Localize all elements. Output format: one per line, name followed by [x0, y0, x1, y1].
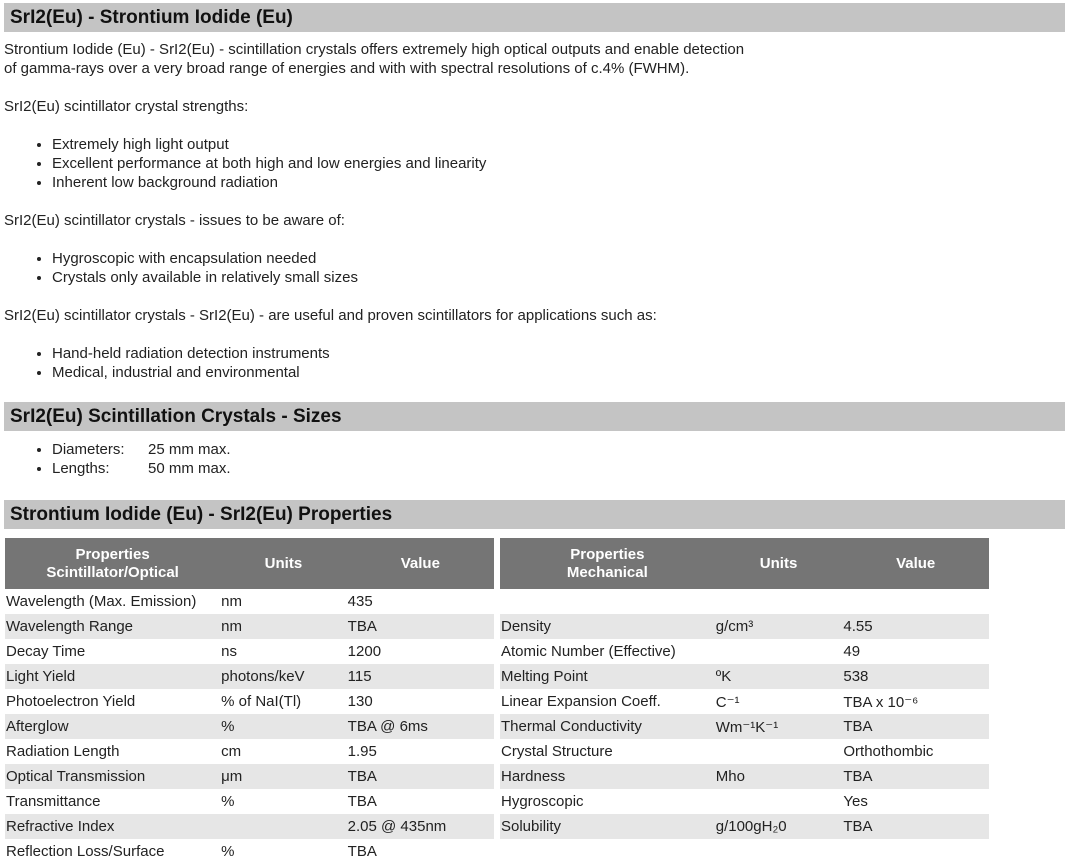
- table-row: [500, 714, 989, 739]
- header-value: Value: [347, 538, 494, 589]
- cell-value: TBA x 10⁻⁶: [843, 693, 919, 711]
- cell-value: 4.55: [842, 614, 989, 639]
- cell-unit: ns: [221, 643, 237, 660]
- cell-unit: %: [220, 714, 347, 739]
- cell-property: Density: [500, 614, 715, 639]
- page-title: SrI2(Eu) - Strontium Iodide (Eu): [4, 3, 1065, 32]
- table-row: [5, 639, 494, 664]
- cell-property: Light Yield: [5, 664, 220, 689]
- cell-unit: g/cm³: [715, 614, 843, 639]
- cell-unit: [715, 739, 843, 764]
- cell-property: Crystal Structure: [501, 743, 613, 760]
- cell-property: Melting Point: [500, 664, 715, 689]
- cell-property: Thermal Conductivity: [500, 714, 715, 739]
- cell-value: TBA: [347, 614, 494, 639]
- table-row: [5, 614, 494, 639]
- cell-unit: photons/keV: [220, 664, 347, 689]
- table-row: [5, 814, 494, 839]
- cell-value: Yes: [843, 793, 868, 810]
- list-item: • Inherent low background radiation: [52, 173, 486, 192]
- list-item: • Crystals only available in relatively small sizes: [52, 268, 358, 287]
- table-row: [5, 839, 494, 864]
- table-row: [500, 589, 989, 614]
- cell-value: 1.95: [347, 743, 377, 760]
- cell-unit: [715, 589, 843, 614]
- cell-unit: Mho: [715, 764, 843, 789]
- cell-value: TBA: [842, 714, 989, 739]
- list-item: • Excellent performance at both high and low energies and linearity: [52, 154, 486, 173]
- cell-value: TBA: [842, 764, 989, 789]
- cell-property: Optical Transmission: [5, 764, 220, 789]
- table-row: [5, 764, 494, 789]
- header-units: Units: [715, 538, 843, 589]
- header-properties: [500, 538, 715, 589]
- cell-unit: % of NaI(Tl): [221, 693, 302, 710]
- size-label: Diameters:: [52, 441, 125, 458]
- cell-unit: C⁻¹: [715, 693, 740, 711]
- cell-unit: [715, 789, 843, 814]
- cell-value: 49: [843, 643, 861, 660]
- intro-line-1: Strontium Iodide (Eu) - SrI2(Eu) - scintillation crystals offers extremely high optical outputs and enable detection: [4, 41, 745, 58]
- properties-title: Strontium Iodide (Eu) - SrI2(Eu) Properties: [4, 500, 1065, 529]
- size-diameter: [52, 440, 231, 459]
- table-row: [5, 714, 494, 739]
- cell-property: Transmittance: [6, 793, 101, 810]
- intro-line-2: of gamma-rays over a very broad range of energies and with with spectral resolutions of c.4% (FWHM).: [4, 60, 690, 77]
- applications-heading: SrI2(Eu) scintillator crystals - SrI2(Eu) - are useful and proven scintillators for applications such as:: [4, 307, 657, 324]
- cell-unit: ºK: [715, 664, 843, 689]
- mechanical-properties-table: [500, 538, 989, 839]
- list-item: • Hygroscopic with encapsulation needed: [52, 249, 358, 268]
- table-row: [500, 614, 989, 639]
- size-value: 50 mm max.: [148, 460, 231, 477]
- cell-property: Decay Time: [6, 643, 86, 660]
- header-units: Units: [220, 538, 347, 589]
- strengths-list: [0, 135, 486, 192]
- table-row: [500, 739, 989, 764]
- intro-block: [0, 40, 804, 78]
- header-properties: [5, 538, 220, 589]
- issues-heading: SrI2(Eu) scintillator crystals - issues to be aware of:: [4, 212, 345, 229]
- cell-property: Hygroscopic: [501, 793, 584, 810]
- issues-list: [0, 249, 358, 287]
- cell-unit: [715, 639, 843, 664]
- table-row: [5, 689, 494, 714]
- cell-property: Radiation Length: [6, 743, 120, 760]
- strengths-heading: SrI2(Eu) scintillator crystal strengths:: [4, 98, 249, 115]
- cell-value: 1200: [347, 643, 382, 660]
- cell-property: Atomic Number (Effective): [501, 643, 676, 660]
- cell-property: Hardness: [500, 764, 715, 789]
- cell-unit: %: [221, 843, 235, 860]
- table-row: [500, 639, 989, 664]
- cell-unit: μm: [220, 764, 347, 789]
- cell-value: 115: [347, 664, 494, 689]
- header-properties-line2: Mechanical: [566, 563, 648, 581]
- cell-value: TBA: [347, 793, 377, 810]
- table-row: [500, 789, 989, 814]
- cell-value: TBA: [842, 814, 989, 839]
- cell-property: Afterglow: [5, 714, 220, 739]
- cell-property: Photoelectron Yield: [6, 693, 136, 710]
- cell-value: 2.05 @ 435nm: [347, 814, 494, 839]
- cell-value: TBA: [347, 764, 494, 789]
- cell-property: Refractive Index: [5, 814, 220, 839]
- list-item: • Medical, industrial and environmental: [52, 363, 330, 382]
- cell-unit: cm: [221, 743, 242, 760]
- cell-value: [842, 589, 989, 614]
- list-item: • Extremely high light output: [52, 135, 486, 154]
- table-row: [500, 664, 989, 689]
- cell-value: 538: [842, 664, 989, 689]
- table-row: [5, 664, 494, 689]
- optical-properties-table: [5, 538, 494, 864]
- cell-value: TBA @ 6ms: [347, 714, 494, 739]
- table-row: [500, 764, 989, 789]
- cell-property: [500, 589, 715, 614]
- cell-value: 130: [347, 693, 373, 710]
- cell-property: Solubility: [500, 814, 715, 839]
- sizes-list: [0, 440, 231, 478]
- size-value: 25 mm max.: [148, 441, 231, 458]
- header-value: Value: [842, 538, 989, 589]
- sizes-title: SrI2(Eu) Scintillation Crystals - Sizes: [4, 402, 1065, 431]
- table-row: [5, 739, 494, 764]
- cell-unit: Wm⁻¹K⁻¹: [715, 714, 843, 739]
- cell-property: Linear Expansion Coeff.: [501, 693, 661, 710]
- cell-value: Orthothombic: [843, 743, 934, 760]
- header-properties-line1: Properties: [75, 545, 150, 563]
- cell-unit: nm: [220, 614, 347, 639]
- table-row: [5, 589, 494, 614]
- table-row: [500, 689, 989, 714]
- cell-value: 435: [347, 593, 373, 610]
- header-properties-line1: Properties: [570, 545, 645, 563]
- cell-unit: [220, 814, 347, 839]
- cell-unit: nm: [221, 593, 242, 610]
- table-row: [500, 814, 989, 839]
- cell-unit: g/100gH₂0: [715, 814, 843, 839]
- cell-value: TBA: [347, 843, 377, 860]
- size-label: Lengths:: [52, 460, 110, 477]
- cell-property: Wavelength Range: [5, 614, 220, 639]
- table-row: [5, 789, 494, 814]
- header-properties-line2: Scintillator/Optical: [46, 563, 179, 581]
- applications-list: [0, 344, 330, 382]
- cell-property: Wavelength (Max. Emission): [6, 593, 197, 610]
- cell-property: Reflection Loss/Surface: [6, 843, 165, 860]
- cell-unit: %: [221, 793, 235, 810]
- list-item: • Hand-held radiation detection instruments: [52, 344, 330, 363]
- size-length: [52, 459, 231, 478]
